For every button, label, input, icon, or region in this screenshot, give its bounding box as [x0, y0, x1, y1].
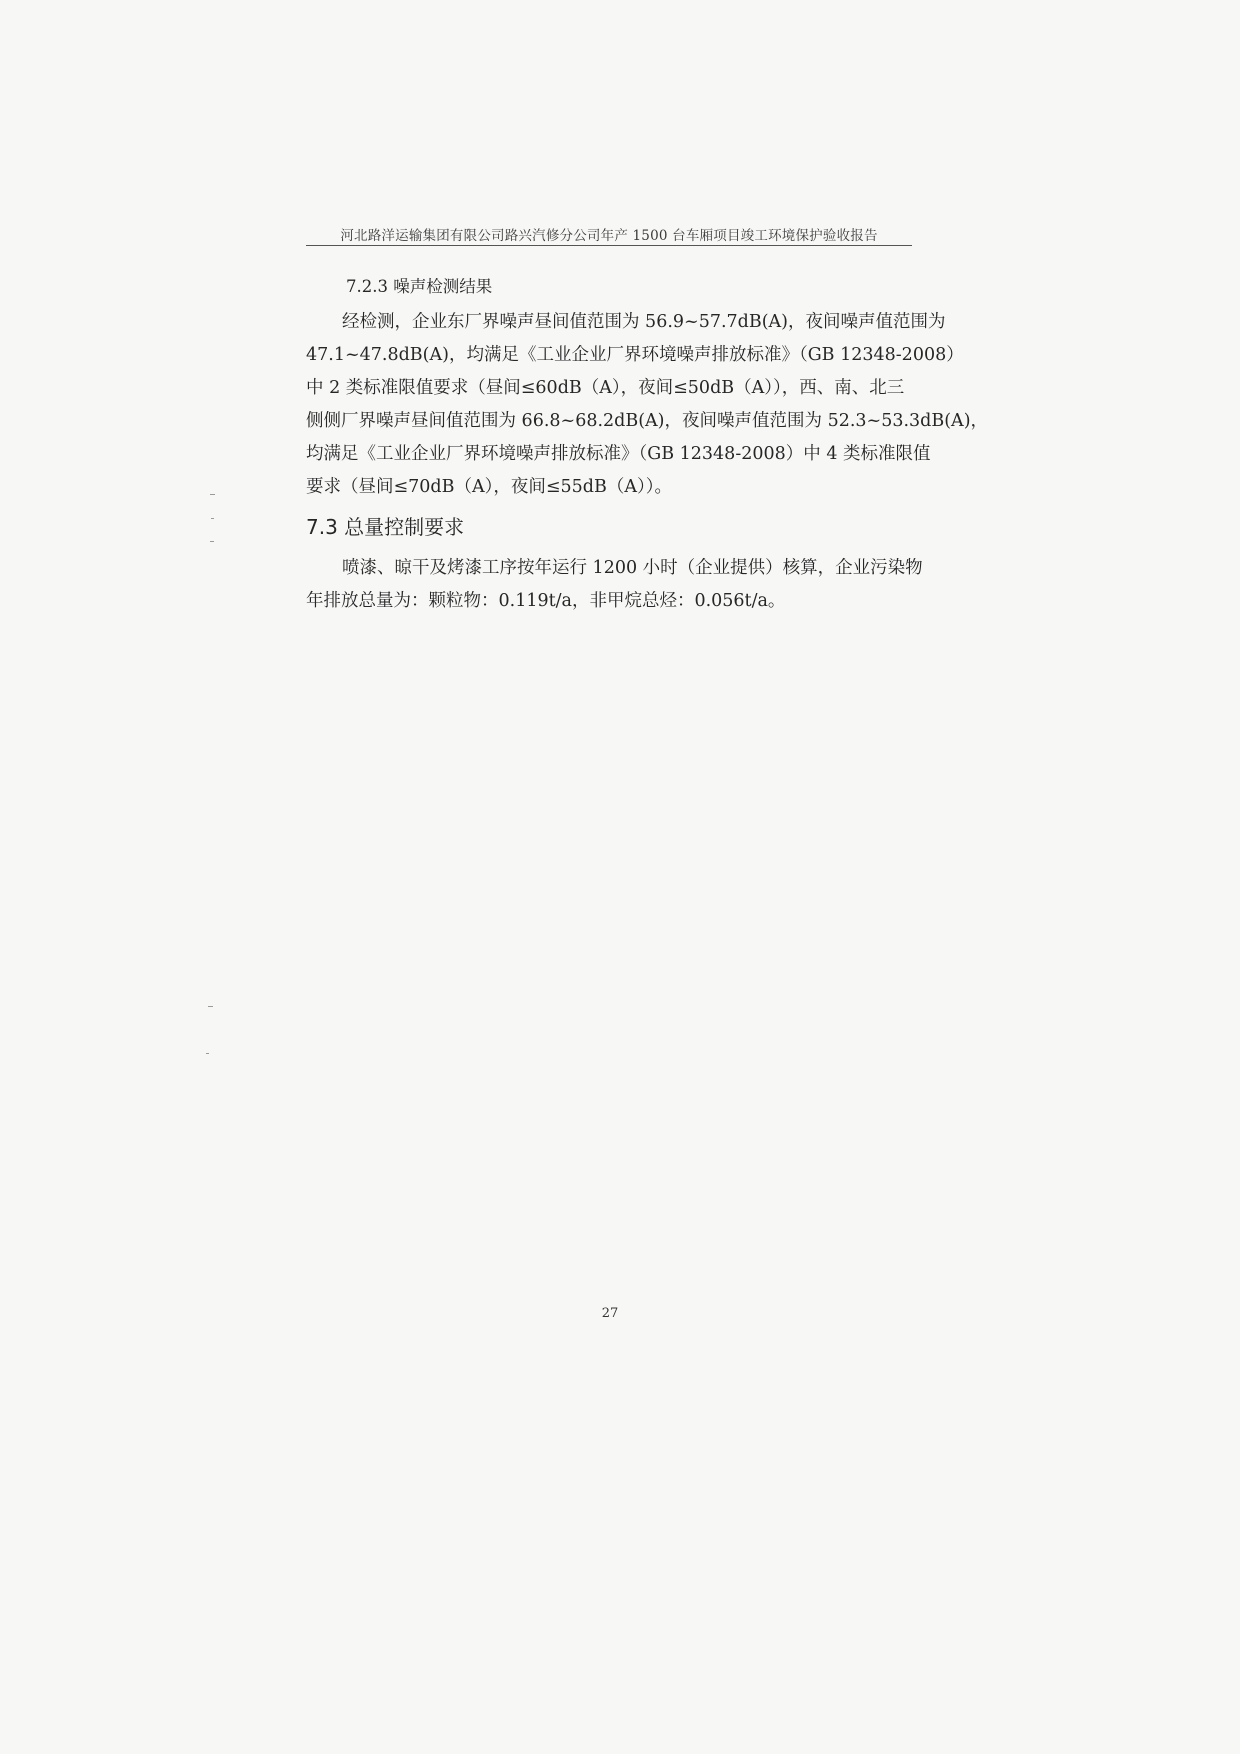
scan-artifact: [206, 1053, 209, 1054]
section-heading-7-3: 7.3 总量控制要求: [306, 515, 465, 539]
scan-artifact: [211, 518, 214, 519]
scan-artifact: [208, 1006, 213, 1007]
scan-artifact: [210, 494, 215, 495]
paragraph-line: 喷漆、晾干及烤漆工序按年运行 1200 小时（企业提供）核算，企业污染物: [342, 558, 923, 578]
noise-results-paragraph: [306, 306, 989, 504]
subsection-heading-7-2-3: 7.2.3 噪声检测结果: [346, 277, 493, 296]
header-rule: [306, 245, 912, 246]
paragraph-line: 均满足《工业企业厂界环境噪声排放标准》（GB 12348-2008）中 4 类标准限值: [306, 444, 931, 464]
page-content: [306, 272, 989, 618]
total-control-paragraph: [306, 552, 923, 618]
paragraph-line: 要求（昼间≤70dB（A），夜间≤55dB（A））。: [306, 477, 673, 497]
page-number: 27: [601, 1306, 619, 1321]
scan-artifact: [210, 541, 214, 542]
paragraph-line: 经检测，企业东厂界噪声昼间值范围为 56.9~57.7dB(A)，夜间噪声值范围为: [342, 312, 946, 332]
paragraph-line: 侧侧厂界噪声昼间值范围为 66.8~68.2dB(A)，夜间噪声值范围为 52.3~53.3dB(A)，: [306, 411, 989, 431]
paragraph-line: 年排放总量为：颗粒物：0.119t/a，非甲烷总烃：0.056t/a。: [306, 591, 786, 611]
running-header: 河北路洋运输集团有限公司路兴汽修分公司年产 1500 台车厢项目竣工环境保护验收报告: [340, 228, 878, 244]
paragraph-line: 中 2 类标准限值要求（昼间≤60dB（A），夜间≤50dB（A）），西、南、北三: [306, 378, 905, 398]
paragraph-line: 47.1~47.8dB(A)，均满足《工业企业厂界环境噪声排放标准》（GB 12348-2008）: [306, 345, 964, 365]
